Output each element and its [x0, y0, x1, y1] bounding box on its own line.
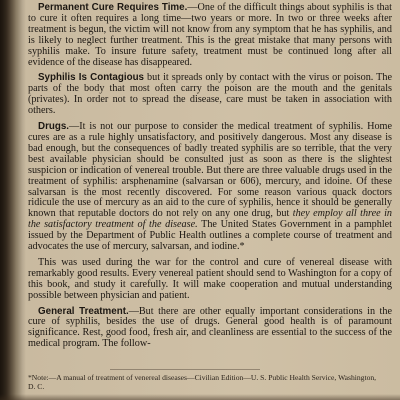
body-drugs: —It is not our purpose to consider the medical treatment of syphilis. Home cures are as a rule highly unsatisfactory, and positively dangerous. Most any disease is bad enough, but the consequences of badly treated syphilis are so terrible, that the very best available physician should be consulted just as soon as there is the slightest suspicion or indication of venereal trouble. But there are three valuable drugs used in the treatment of syphilis: arsphenamine (salvarsan or 606), mercury, and idoine. Of these salvarsan is the most recently discovered. For some reason various quack doctors ridicule the use of mercury as an aid to the cure of syphilis, hence it should be generally known that reputable doctors do not rely on any one drug, but — [28, 121, 392, 220]
paragraph-permanent-cure — [28, 3, 392, 68]
paragraph-contagious — [28, 73, 392, 117]
page-text — [28, 3, 392, 399]
footnote-rule — [110, 369, 260, 370]
body-contagious: but it spreads only by contact with the virus or poison. The parts of the body that most often carry the poison are the mouth and the genitals (privates). In order not to spread the disease, care must be taken in association with others. — [28, 72, 393, 117]
paragraph-general-treatment — [28, 307, 392, 351]
heading-contagious: Syphilis Is Contagious — [38, 72, 145, 84]
heading-general-treatment: General Treatment. — [38, 305, 129, 317]
body-war-use: This was used during the war for the control and cure of venereal disease with remarkably good results. Every venereal patient should send to Washington for a copy of this book, and study it carefully. It will make cooperation and mutual understanding possible between physician and patient. — [28, 256, 392, 301]
body-drugs-tail: The United States Government in a pamphlet issued by the Department of Public Health outlines a complete course of treatment and advocates the use of mercury, salvarsan, and iodine.* — [28, 219, 393, 253]
heading-drugs: Drugs. — [38, 121, 70, 133]
body-permanent-cure: —One of the difficult things about syphilis is that to cure it often requires a long time—two years or more. In two or three weeks after treatment is begun, the victim will not know from any symptom that he has syphilis, and is likely to neglect further treatment. This is the great mistake that many persons with syphilis make. To insure future safety, treatment must be continued long after all evidence of the disease has disappeared. — [28, 2, 392, 68]
footnote: *Note:—A manual of treatment of venereal diseases—Civilian Edition—U. S. Public Health Service, Washington, D. C. — [28, 373, 377, 391]
page-bottom-edge — [0, 394, 400, 400]
heading-permanent-cure: Permanent Cure Requires Time. — [38, 2, 188, 13]
binding-shadow — [0, 0, 26, 400]
paragraph-drugs — [28, 122, 392, 253]
paragraph-war-use — [28, 258, 392, 302]
body-drugs-italic: they employ all three in the satisfactory treatment of the disease. — [28, 208, 392, 231]
body-general-treatment: —But there are other equally important considerations in the cure of syphilis, besides the use of drugs. General good health is of paramount significance. Rest, good food, fresh air, and cleanliness are essential to the success of the medical program. The follow- — [28, 305, 392, 350]
